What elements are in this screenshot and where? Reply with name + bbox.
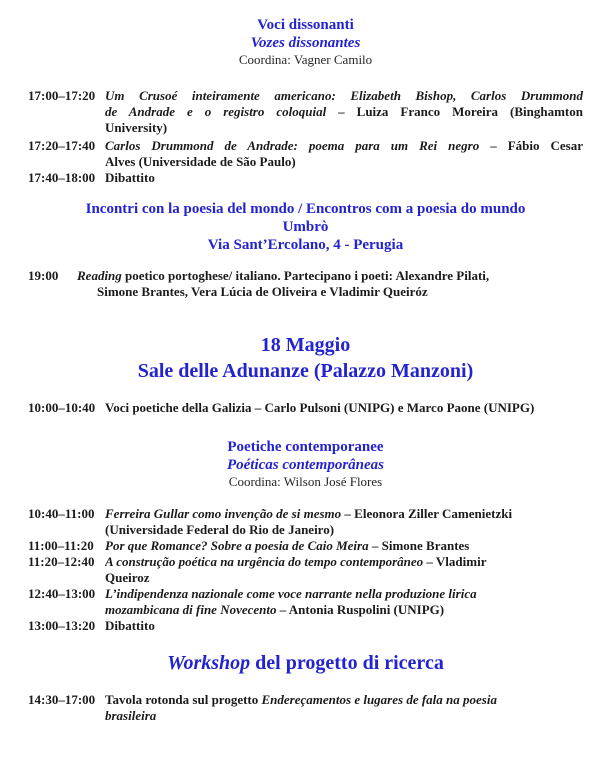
text-segment: Alves (Universidade de São Paulo) bbox=[105, 154, 296, 169]
talk-10-00 bbox=[28, 400, 583, 416]
entry-time: 11:00–11:20 bbox=[28, 538, 94, 553]
entry-text-line bbox=[105, 154, 583, 170]
workshop-title bbox=[28, 650, 583, 676]
session-coordinator bbox=[28, 474, 583, 490]
entry-text-line bbox=[105, 170, 583, 186]
talk-title-segment: de Andrade e o registro coloquial bbox=[105, 104, 327, 119]
entry-time: 12:40–13:00 bbox=[28, 586, 96, 601]
text-segment: – Antonia Ruspolini (UNIPG) bbox=[276, 602, 445, 617]
entry-content bbox=[105, 586, 583, 618]
text-segment: Simone Brantes, Vera Lúcia de Oliveira e Vladimir Queiróz bbox=[97, 284, 428, 299]
text-segment: Coordina: Wilson José Flores bbox=[228, 474, 383, 489]
talk-title-segment: Workshop bbox=[167, 652, 251, 674]
entry-text-line bbox=[105, 522, 583, 538]
talk-11-20 bbox=[28, 554, 583, 586]
talk-title-segment: Vozes dissonantes bbox=[250, 35, 361, 51]
text-segment: Voci dissonanti bbox=[257, 17, 354, 33]
text-segment: Umbrò bbox=[282, 219, 329, 235]
debate-17-40 bbox=[28, 170, 583, 186]
entry-time: 17:00–17:20 bbox=[28, 88, 96, 103]
entry-text-line bbox=[105, 570, 583, 586]
session-title-bilingual bbox=[28, 200, 583, 218]
text-segment: University) bbox=[105, 120, 168, 135]
entry-text-line bbox=[105, 104, 583, 120]
talk-17-20 bbox=[28, 138, 583, 170]
entry-content bbox=[105, 170, 583, 186]
entry-time: 10:40–11:00 bbox=[28, 506, 95, 521]
entry-content bbox=[105, 618, 583, 634]
talk-title-segment: Ferreira Gullar como invenção de si mesmo bbox=[105, 506, 342, 521]
text-segment: Voci poetiche della Galizia – Carlo Pulsoni (UNIPG) e Marco Paone (UNIPG) bbox=[105, 400, 535, 415]
entry-text-line bbox=[105, 506, 583, 522]
talk-title-segment: Endereçamentos e lugares de fala na poesia bbox=[261, 692, 497, 707]
talk-title-segment: Carlos Drummond de Andrade: poema para um Rei negro bbox=[105, 138, 480, 153]
talk-title-segment: L’indipendenza nazionale come voce narrante nella produzione lirica bbox=[105, 586, 477, 601]
session-coordinator bbox=[28, 52, 583, 68]
session-poetiche-contemporanee bbox=[28, 438, 583, 490]
text-segment: – Simone Brantes bbox=[368, 538, 470, 553]
debate-13-00 bbox=[28, 618, 583, 634]
entry-text-line bbox=[105, 138, 583, 154]
text-segment: – Vladimir bbox=[423, 554, 487, 569]
entry-text-line bbox=[105, 538, 583, 554]
entry-time: 10:00–10:40 bbox=[28, 400, 96, 415]
entry-text-line bbox=[105, 692, 583, 708]
entry-content bbox=[105, 88, 583, 136]
text-segment: Sale delle Adunanze (Palazzo Manzoni) bbox=[137, 360, 474, 382]
text-segment: (Universidade Federal do Rio de Janeiro) bbox=[105, 522, 335, 537]
entry-text-line bbox=[105, 618, 583, 634]
text-segment: Dibattito bbox=[105, 618, 155, 633]
session-title-portuguese bbox=[28, 456, 583, 474]
entry-text-line bbox=[105, 88, 583, 104]
workshop-header bbox=[28, 650, 583, 676]
text-segment: poetico portoghese/ italiano. Partecipano i poeti: Alexandre Pilati, bbox=[121, 268, 490, 283]
day-header-18-maggio bbox=[28, 332, 583, 384]
text-segment: Via Sant’Ercolano, 4 - Perugia bbox=[207, 237, 404, 253]
entry-time: 11:20–12:40 bbox=[28, 554, 95, 569]
talk-title-segment: Reading bbox=[77, 268, 122, 283]
text-segment: Poetiche contemporanee bbox=[227, 439, 384, 455]
entry-time: 14:30–17:00 bbox=[28, 692, 96, 707]
entry-text-line bbox=[77, 268, 583, 284]
entry-text-line bbox=[105, 120, 583, 136]
text-segment: Incontri con la poesia del mondo / Encontros com a poesia do mundo bbox=[85, 201, 526, 217]
entry-content bbox=[105, 554, 583, 586]
session-title-italian bbox=[28, 16, 583, 34]
entry-text-line bbox=[105, 602, 583, 618]
text-segment: del progetto di ricerca bbox=[250, 652, 444, 674]
text-segment: Coordina: Vagner Camilo bbox=[238, 52, 373, 67]
talk-11-00 bbox=[28, 538, 583, 554]
talk-title-segment: mozambicana di fine Novecento bbox=[105, 602, 277, 617]
day-venue bbox=[28, 358, 583, 384]
entry-text-line bbox=[105, 708, 583, 724]
text-segment: – Luiza Franco Moreira (Binghamton bbox=[326, 104, 583, 119]
entry-time: 19:00 bbox=[28, 268, 59, 283]
day-date bbox=[28, 332, 583, 358]
talk-title-segment: Um Crusoé inteiramente americano: Elizabeth Bishop, Carlos Drummond bbox=[105, 88, 583, 103]
talk-title-segment: A construção poética na urgência do tempo contemporâneo bbox=[105, 554, 424, 569]
talk-17-00 bbox=[28, 88, 583, 136]
text-segment: Queiroz bbox=[105, 570, 150, 585]
session-incontri-poesia-mondo bbox=[28, 200, 583, 254]
session-title-portuguese bbox=[28, 34, 583, 52]
text-segment: Dibattito bbox=[105, 170, 155, 185]
text-segment: – Eleonora Ziller Camenietzki bbox=[341, 506, 513, 521]
reading-19-00 bbox=[28, 268, 583, 300]
entry-content bbox=[105, 400, 583, 416]
text-segment: Tavola rotonda sul progetto bbox=[105, 692, 262, 707]
entry-content bbox=[105, 538, 583, 554]
entry-text-line bbox=[105, 554, 583, 570]
round-table-14-30 bbox=[28, 692, 583, 724]
venue-name bbox=[28, 218, 583, 236]
talk-title-segment: Por que Romance? Sobre a poesia de Caio Meira bbox=[105, 538, 369, 553]
entry-time: 17:40–18:00 bbox=[28, 170, 96, 185]
entry-content bbox=[105, 138, 583, 170]
entry-time: 13:00–13:20 bbox=[28, 618, 96, 633]
entry-content bbox=[105, 692, 583, 724]
talk-title-segment: Poéticas contemporâneas bbox=[226, 457, 385, 473]
session-title-italian bbox=[28, 438, 583, 456]
venue-address bbox=[28, 236, 583, 254]
text-segment: – Fábio Cesar bbox=[479, 138, 583, 153]
entry-content bbox=[77, 268, 583, 300]
talk-12-40 bbox=[28, 586, 583, 618]
talk-10-40 bbox=[28, 506, 583, 538]
entry-text-line bbox=[77, 284, 583, 300]
entry-content bbox=[105, 506, 583, 538]
entry-time: 17:20–17:40 bbox=[28, 138, 96, 153]
talk-title-segment: brasileira bbox=[105, 708, 157, 723]
entry-text-line bbox=[105, 586, 583, 602]
entry-text-line bbox=[105, 400, 583, 416]
text-segment: 18 Maggio bbox=[260, 334, 351, 356]
session-voci-dissonanti bbox=[28, 16, 583, 68]
